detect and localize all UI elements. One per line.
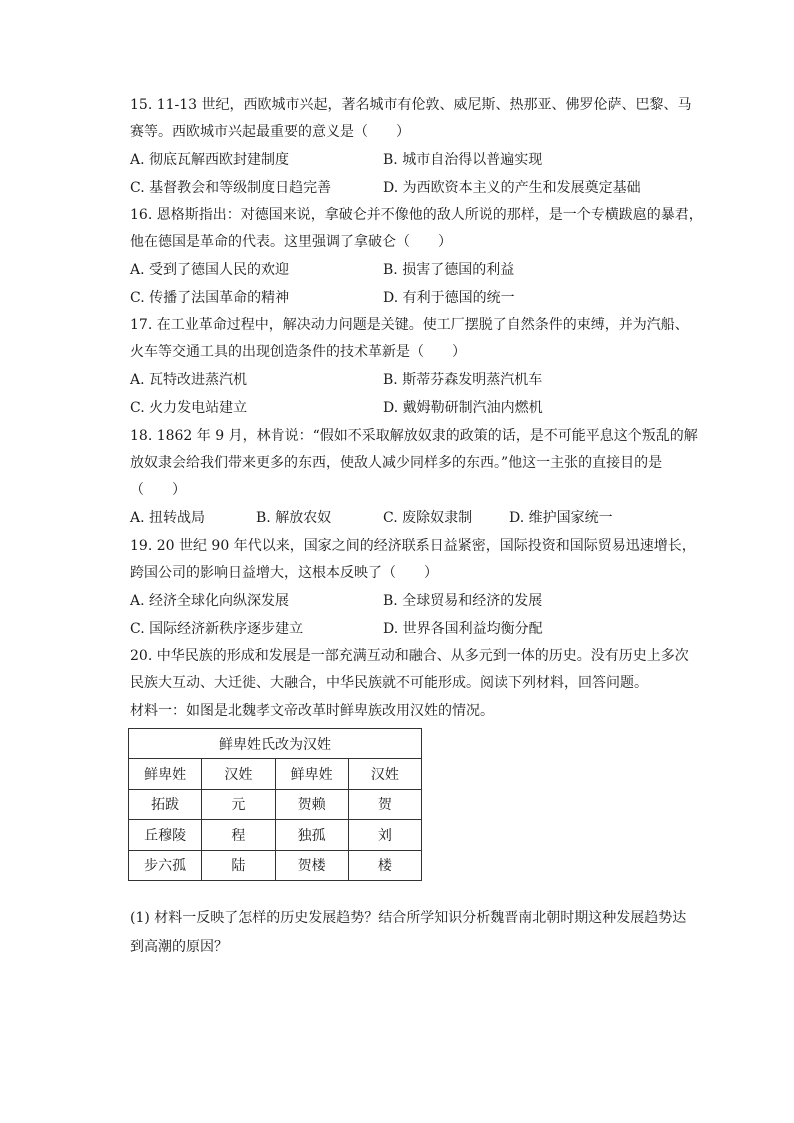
table-cell: 拓跋 (129, 789, 202, 819)
q15-option-c: C. 基督教会和等级制度日趋完善 (130, 180, 332, 196)
q16-option-d: D. 有利于德国的统一 (383, 290, 515, 306)
q20-stem-line2: 民族大互动、大迁徙、大融合，中华民族就不可能形成。阅读下列材料，回答问题。 (130, 675, 648, 691)
q18-option-d: D. 维护国家统一 (509, 510, 613, 526)
q19-option-c: C. 国际经济新秩序逐步建立 (130, 621, 304, 637)
table-cell: 元 (202, 789, 275, 819)
q17-option-d: D. 戴姆勒研制汽油内燃机 (383, 400, 543, 416)
q15-stem-line1: 15. 11-13 世纪，西欧城市兴起，著名城市有伦敦、威尼斯、热那亚、佛罗伦萨、巴黎、马 (130, 97, 692, 113)
q18-option-a: A. 扭转战局 (130, 510, 206, 526)
q18-option-c: C. 废除奴隶制 (383, 510, 473, 526)
table-cell: 刘 (348, 820, 421, 850)
q15-stem-line2: 赛等。西欧城市兴起最重要的意义是（ ） (130, 124, 410, 140)
q16-stem-line1: 16. 恩格斯指出：对德国来说，拿破仑并不像他的敌人所说的那样，是一个专横跋扈的暴君， (130, 207, 703, 223)
q19-option-d: D. 世界各国利益均衡分配 (383, 621, 543, 637)
table-header: 鲜卑姓 (275, 759, 348, 789)
q19-stem-line2: 跨国公司的影响日益增大，这根本反映了（ ） (130, 565, 438, 581)
table-cell: 贺楼 (275, 850, 348, 880)
surname-table (128, 728, 422, 881)
q19-stem-line1: 19. 20 世纪 90 年代以来，国家之间的经济联系日益紧密，国际投资和国际贸易迅速增长， (130, 538, 696, 554)
table-cell: 陆 (202, 850, 275, 880)
table-row (129, 820, 422, 850)
table-cell: 独孤 (275, 820, 348, 850)
surname-table-title: 鲜卑姓氏改为汉姓 (129, 729, 422, 759)
table-header: 鲜卑姓 (129, 759, 202, 789)
q15-option-d: D. 为西欧资本主义的产生和发展奠定基础 (383, 180, 641, 196)
q20-sub1-line1: (1) 材料一反映了怎样的历史发展趋势？结合所学知识分析魏晋南北朝时期这种发展趋势达 (130, 910, 687, 926)
q18-stem-line1: 18. 1862 年 9 月，林肯说：“假如不采取解放奴隶的政策的话，是不可能平息这个叛乱的解 (130, 428, 698, 444)
q16-option-a: A. 受到了德国人民的欢迎 (130, 262, 290, 278)
table-cell: 步六孤 (129, 850, 202, 880)
table-cell: 贺赖 (275, 789, 348, 819)
q20-sub1-line2: 到高潮的原因？ (130, 939, 228, 955)
table-cell: 楼 (348, 850, 421, 880)
q18-stem-line2: 放奴隶会给我们带来更多的东西，使敌人减少同样多的东西。”他这一主张的直接目的是 (130, 455, 663, 471)
table-cell: 丘穆陵 (129, 820, 202, 850)
q20-stem-line1: 20. 中华民族的形成和发展是一部充满互动和融合、从多元到一体的历史。没有历史上多次 (130, 648, 689, 664)
q17-stem-line1: 17. 在工业革命过程中，解决动力问题是关键。使工厂摆脱了自然条件的束缚，并为汽船、 (130, 317, 689, 333)
q17-option-b: B. 斯蒂芬森发明蒸汽机车 (383, 372, 543, 388)
q16-stem-line2: 他在德国是革命的代表。这里强调了拿破仑（ ） (130, 234, 452, 250)
q18-stem-line3: （ ） (130, 482, 186, 498)
q15-option-b: B. 城市自治得以普遍实现 (383, 152, 543, 168)
q17-stem-line2: 火车等交通工具的出现创造条件的技术革新是（ ） (130, 344, 466, 360)
table-header: 汉姓 (348, 759, 421, 789)
q18-option-b: B. 解放农奴 (256, 510, 332, 526)
q19-option-a: A. 经济全球化向纵深发展 (130, 593, 290, 609)
q17-option-c: C. 火力发电站建立 (130, 400, 248, 416)
q16-option-b: B. 损害了德国的利益 (383, 262, 515, 278)
q16-option-c: C. 传播了法国革命的精神 (130, 290, 290, 306)
table-header: 汉姓 (202, 759, 275, 789)
q17-option-a: A. 瓦特改进蒸汽机 (130, 372, 248, 388)
q15-option-a: A. 彻底瓦解西欧封建制度 (130, 152, 290, 168)
table-row (129, 789, 422, 819)
q20-material1-intro: 材料一：如图是北魏孝文帝改革时鲜卑族改用汉姓的情况。 (130, 703, 494, 719)
table-cell: 贺 (348, 789, 421, 819)
table-cell: 程 (202, 820, 275, 850)
table-row (129, 850, 422, 880)
q19-option-b: B. 全球贸易和经济的发展 (383, 593, 543, 609)
